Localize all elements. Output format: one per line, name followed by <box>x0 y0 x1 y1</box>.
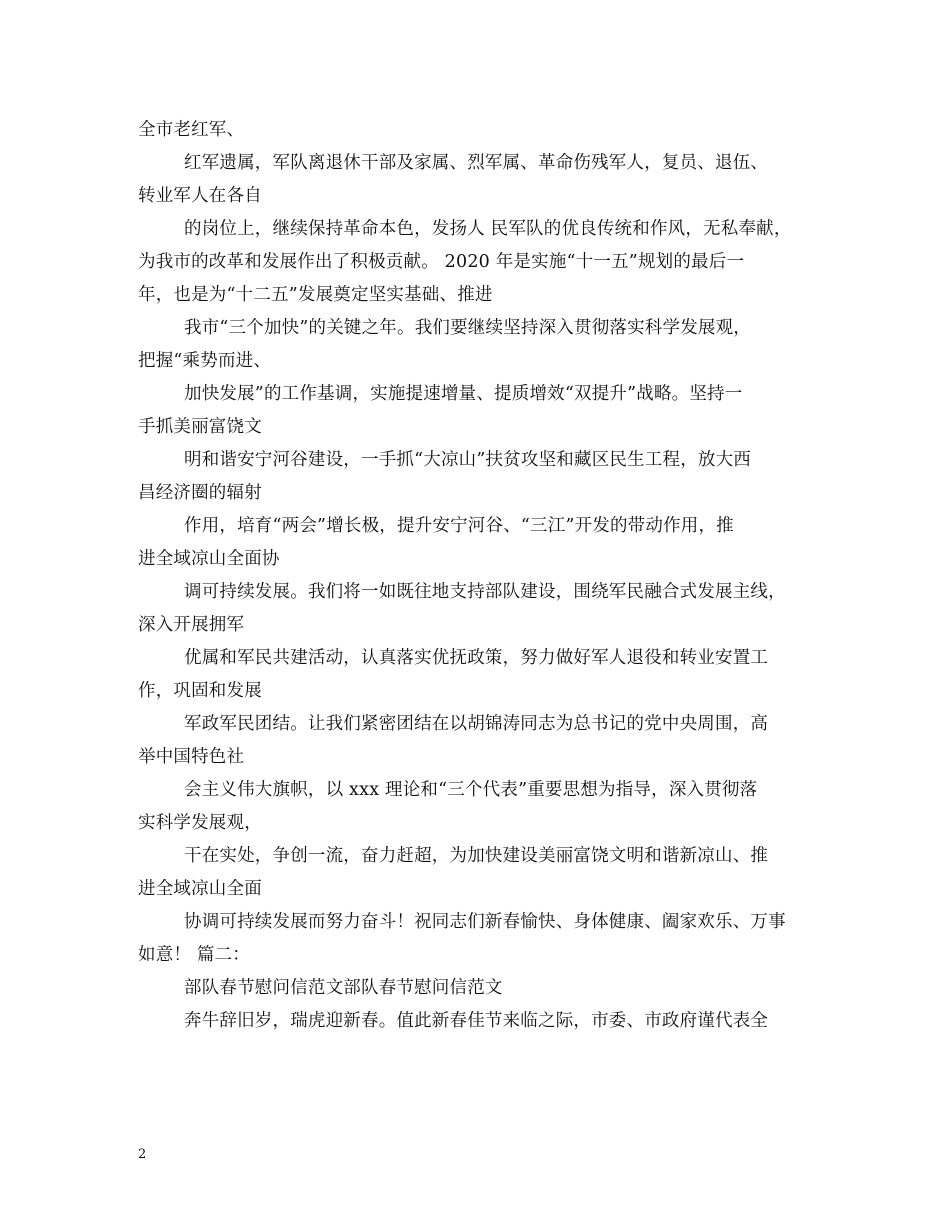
text-line: 进全域凉山全面 <box>138 879 262 899</box>
text-line: 优属和军民共建活动，认真落实优抚政策，努力做好军人退役和转业安置工 <box>184 648 769 668</box>
document-body <box>138 114 838 1038</box>
text-line: 协调可持续发展而努力奋斗！祝同志们新春愉快、身体健康、阖家欢乐、万事 <box>184 912 786 932</box>
text-line: 部队春节慰问信范文部队春节慰问信范文 <box>184 978 503 998</box>
text-line: 为我市的改革和发展作出了积极贡献。 2020 年是实施“十一五”规划的最后一 <box>138 252 745 272</box>
text-line: 加快发展”的工作基调，实施提速增量、提质增效“双提升”战略。坚持一 <box>184 384 743 404</box>
text-line: 举中国特色社 <box>138 747 245 767</box>
text-line: 转业军人在各自 <box>138 186 262 206</box>
text-line: 把握“乘势而进、 <box>138 351 272 371</box>
text-line: 年，也是为“十二五”发展奠定坚实基础、推进 <box>138 285 493 305</box>
text-line: 干在实处，争创一流，奋力赶超，为加快建设美丽富饶文明和谐新凉山、推 <box>184 846 769 866</box>
text-line: 明和谐安宁河谷建设，一手抓“大凉山”扶贫攻坚和藏区民生工程，放大西 <box>184 450 751 470</box>
text-line: 进全域凉山全面协 <box>138 549 280 569</box>
text-line: 奔牛辞旧岁，瑞虎迎新春。值此新春佳节来临之际，市委、市政府谨代表全 <box>184 1011 769 1031</box>
text-line: 的岗位上，继续保持革命本色，发扬人 民军队的优良传统和作风，无私奉献， <box>184 219 792 239</box>
text-line: 手抓美丽富饶文 <box>138 417 262 437</box>
text-line: 作，巩固和发展 <box>138 681 262 701</box>
page-number: 2 <box>138 1147 147 1162</box>
text-line: 我市“三个加快”的关键之年。我们要继续坚持深入贯彻落实科学发展观， <box>184 318 751 338</box>
text-line: 军政军民团结。让我们紧密团结在以胡锦涛同志为总书记的党中央周围，高 <box>184 714 769 734</box>
text-line: 如意！ 篇二： <box>138 945 250 965</box>
text-line: 实科学发展观， <box>138 813 262 833</box>
text-line: 昌经济圈的辐射 <box>138 483 262 503</box>
text-line: 红军遗属，军队离退休干部及家属、烈军属、革命伤残军人，复员、退伍、 <box>184 153 769 173</box>
text-line: 作用，培育“两会”增长极，提升安宁河谷、“三江”开发的带动作用，推 <box>184 516 734 536</box>
text-line: 会主义伟大旗帜，以 xxx 理论和“三个代表”重要思想为指导，深入贯彻落 <box>184 780 758 800</box>
text-line: 深入开展拥军 <box>138 615 245 635</box>
text-line: 全市老红军、 <box>138 120 245 140</box>
text-line: 调可持续发展。我们将一如既往地支持部队建设，围绕军民融合式发展主线， <box>184 582 786 602</box>
